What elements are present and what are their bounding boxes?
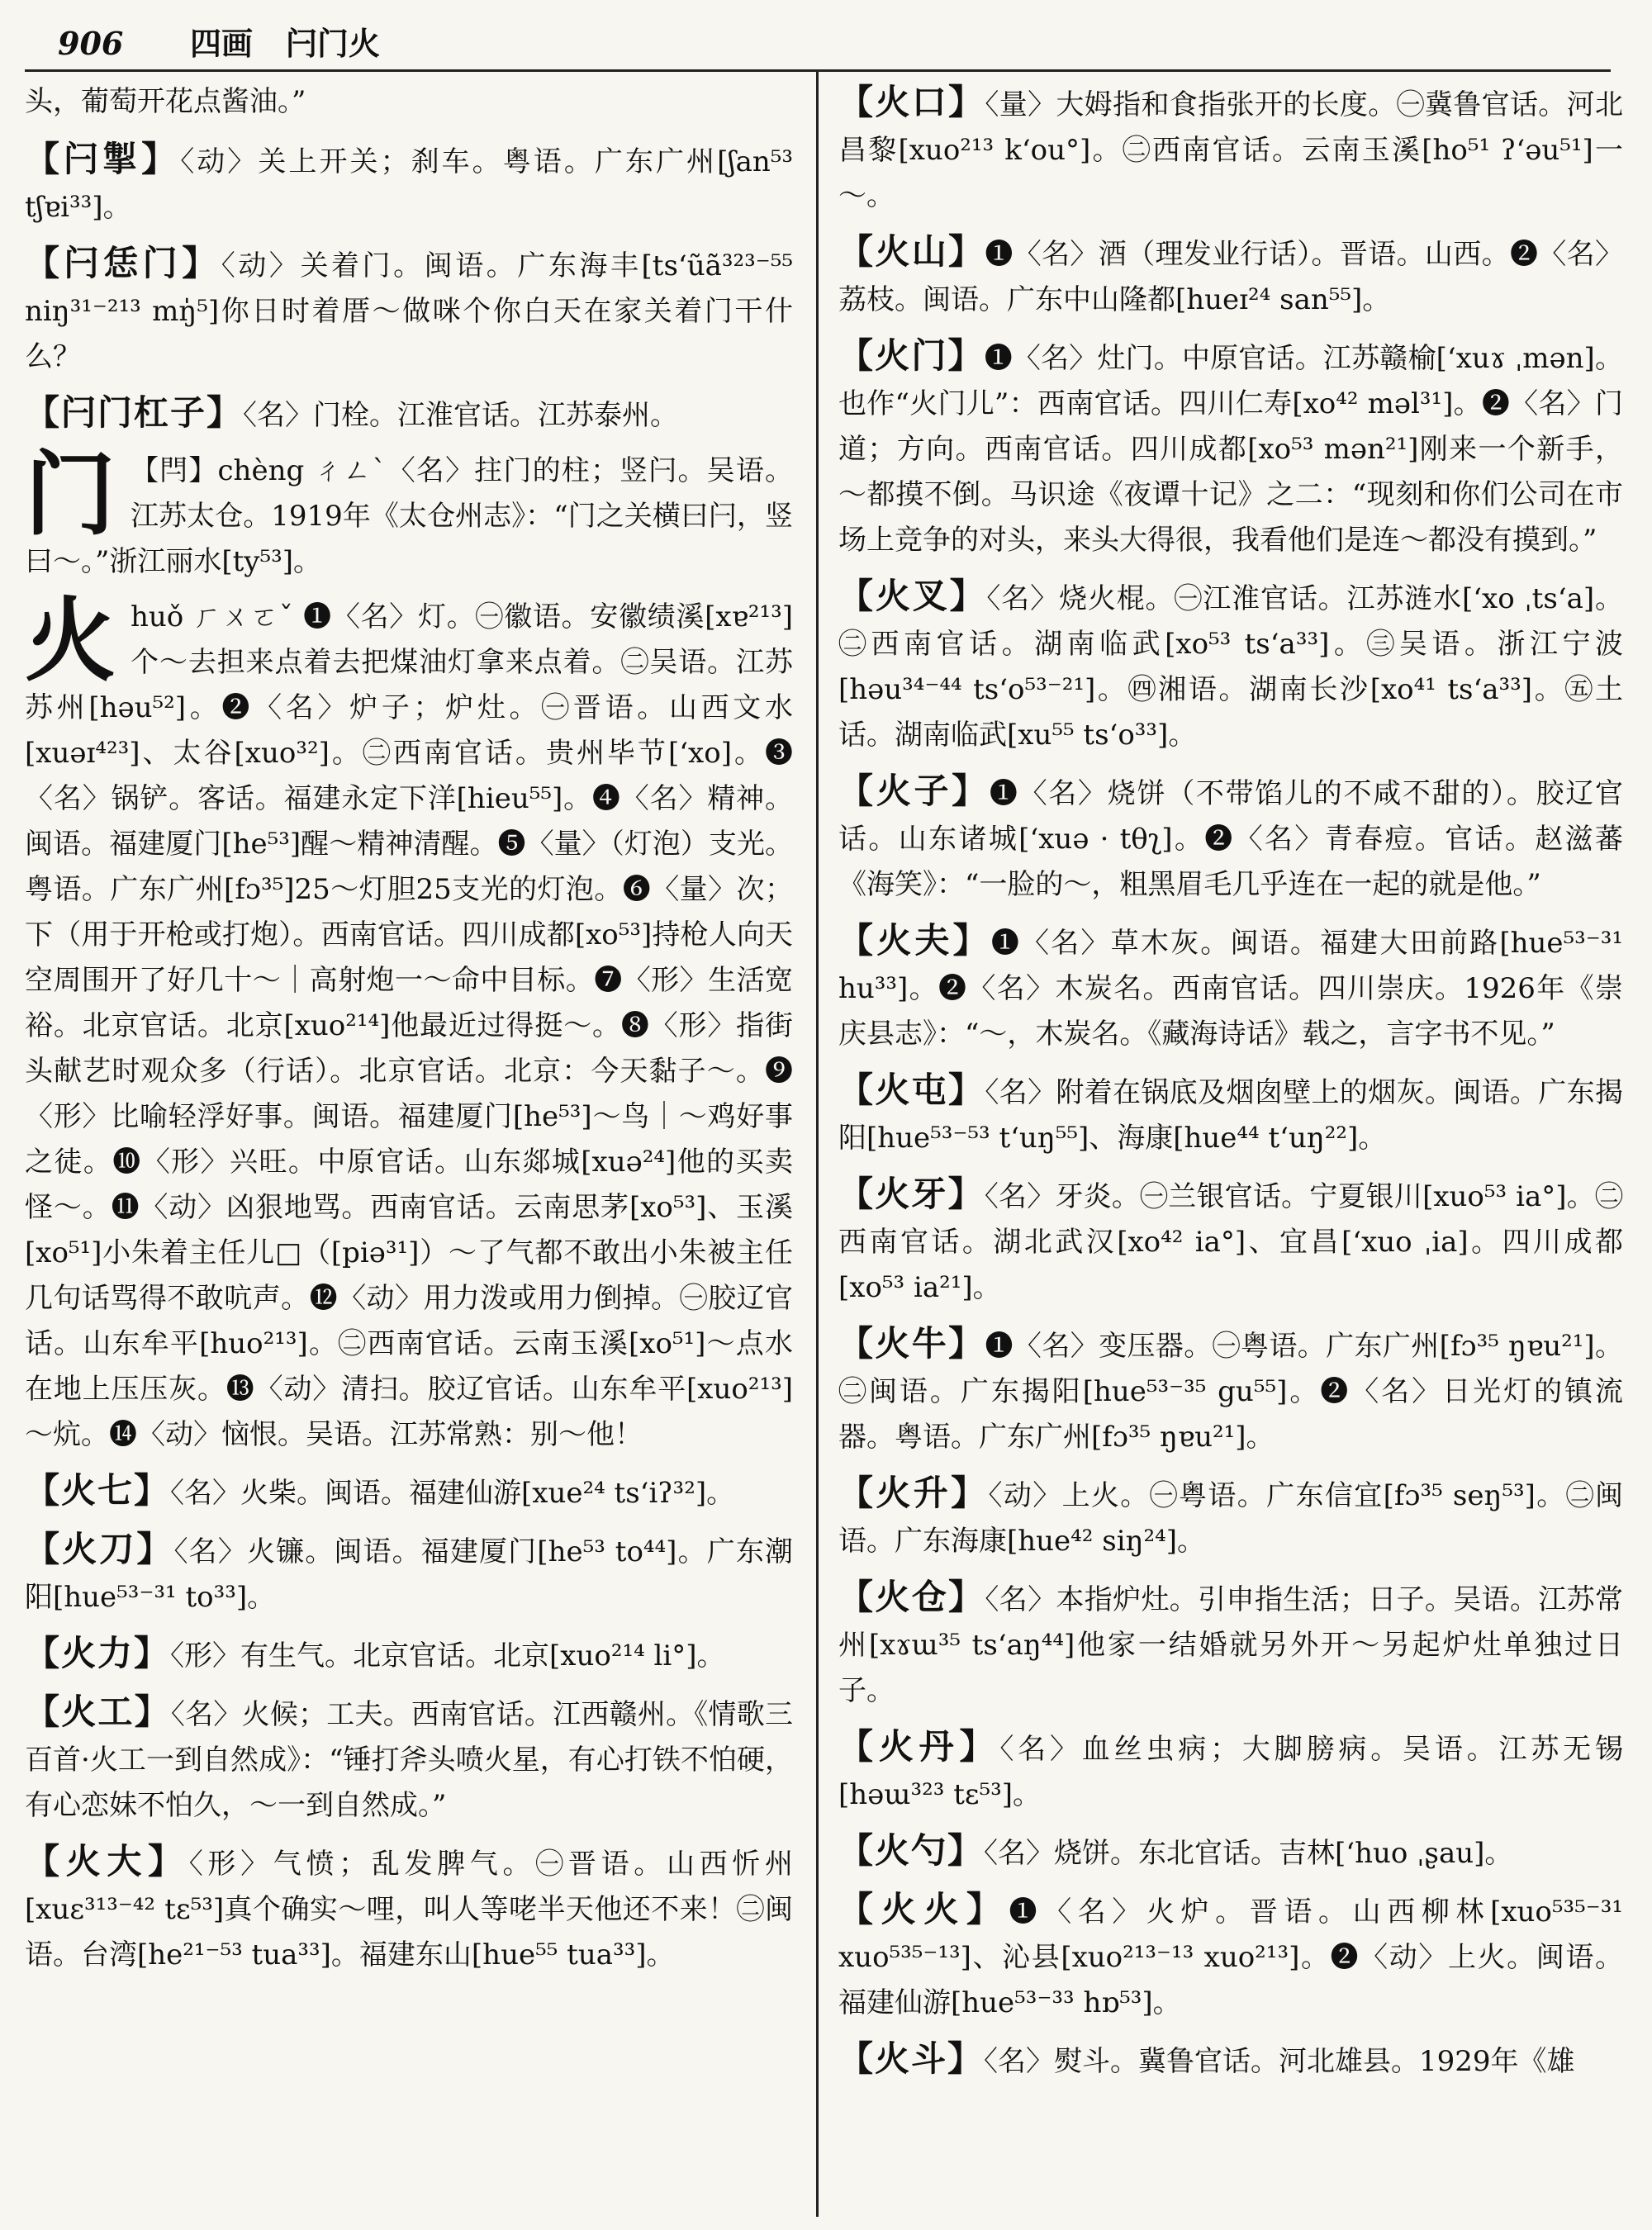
dictionary-entry [838,79,1623,219]
dictionary-entry [838,1886,1623,2026]
entry-character: 门 [25,441,116,548]
entry-definition: ❶〈名〉烧饼（不带馅儿的不咸不甜的）。胶辽官话。山东诸城[‘xuə · tθʅ]。❷〈名〉青春痘。官话。赵滋蕃《海笑》：“一脸的～，粗黑眉毛几乎连在一起的就是他。” [838,777,1623,901]
entry-headword: 【火门】 [838,335,985,376]
dictionary-entry [25,1526,793,1620]
entry-definition: 〈名〉火候；工夫。西南官话。江西赣州。《情歌三百首·火工一到自然成》：“锤打斧头喷火星，有心打铁不怕硬，有心恋妹不怕久，～一到自然成。” [25,1698,793,1822]
page-header [58,18,1611,68]
entry-headword: 【火叉】 [838,576,987,616]
entry-headword: 【闩掣】 [25,139,181,179]
entry-character: 火 [25,587,116,694]
entry-headword: 【火升】 [838,1473,989,1513]
entry-definition: 〈动〉关上开关；刹车。粤语。广东广州[ʃan⁵³ tʃɐi³³]。 [25,145,793,224]
entry-headword: 【火力】 [25,1633,171,1673]
entry-definition: 〈名〉烧火棍。㊀江淮官话。江苏涟水[‘xo ˌts‘a]。㊁西南官话。湖南临武[xo⁵³ ts‘a³³]。㊂吴语。浙江宁波[həu³⁴⁻⁴⁴ ts‘o⁵³⁻²¹]。㊃湘语。湖南长沙[xo⁴¹ ts‘a³³]。㊄土话。湖南临武[xu⁵⁵ ts‘o³³]。 [838,582,1623,752]
dictionary-entry [25,1839,793,1978]
entry-definition: ❶〈名〉草木灰。闽语。福建大田前路[hue⁵³⁻³¹ hu³³]。❷〈名〉木炭名。西南官话。四川崇庆。1926年《崇庆县志》：“～，木炭名。《藏海诗话》载之，言字书不见。” [838,927,1623,1051]
dictionary-entry [25,390,793,439]
entry-headword: 【闩恁门】 [25,243,221,283]
entry-headword: 【火丹】 [838,1726,1000,1767]
entry-definition: 〈名〉本指炉灶。引申指生活；日子。吴语。江苏常州[xɤɯ³⁵ ts‘aŋ⁴⁴]他家一结婚就另外开～另起炉灶单独过日子。 [838,1583,1623,1707]
dictionary-entry [25,1468,793,1516]
dictionary-entry [838,1828,1623,1877]
entry-headword: 【火夫】 [838,920,991,961]
dictionary-entry [25,1689,793,1829]
entry-definition: 〈名〉烧饼。东北官话。吉林[‘huo ˌʂau]。 [984,1837,1513,1870]
dictionary-entry [25,136,793,230]
entry-definition: 〈名〉火镰。闽语。福建厦门[he⁵³ to⁴⁴]。广东潮阳[hue⁵³⁻³¹ to³³]。 [25,1535,793,1614]
character-entry [25,587,793,1458]
dictionary-entry [838,573,1623,758]
entry-definition: ❶〈名〉火炉。晋语。山西柳林[xuo⁵³⁵⁻³¹ xuo⁵³⁵⁻¹³]、沁县[xuo²¹³⁻¹³ xuo²¹³]。❷〈动〉上火。闽语。福建仙游[hue⁵³⁻³³ hɒ⁵³]。 [838,1896,1623,2019]
dictionary-entry [838,1171,1623,1311]
entry-definition: 〈名〉血丝虫病；大脚膀病。吴语。江苏无锡[həɯ³²³ tɛ⁵³]。 [838,1733,1623,1811]
entry-definition: 【閂】chèng ㄔㄥˋ〈名〉拄门的柱；竖闩。吴语。江苏太仓。1919年《太仓州志》：“门之关横曰闩，竖曰～。”浙江丽水[ty⁵³]。 [25,454,793,578]
dictionary-entry [838,918,1623,1057]
dictionary-entry [25,1630,793,1679]
left-column [25,79,793,2218]
dictionary-entry [838,333,1623,563]
entry-definition: 〈名〉熨斗。冀鲁官话。河北雄县。1929年《雄 [984,2045,1575,2078]
entry-definition: 〈名〉附着在锅底及烟囱壁上的烟灰。闽语。广东揭阳[hue⁵³⁻⁵³ t‘uŋ⁵⁵]、海康[hue⁴⁴ t‘uŋ²²]。 [838,1076,1623,1155]
entry-headword: 【火仓】 [838,1577,985,1617]
dictionary-entry [838,1470,1623,1564]
section-label: 四画 [190,25,254,62]
entry-headword: 【火勺】 [838,1830,985,1871]
entry-headword: 【火牙】 [838,1174,985,1214]
entry-headword: 【火牛】 [838,1323,985,1364]
dictionary-entry [838,229,1623,323]
dictionary-entry [838,1321,1623,1460]
dictionary-entry [838,2036,1623,2085]
entry-headword: 【火口】 [838,82,985,122]
entry-definition: 〈形〉气愤；乱发脾气。㊀晋语。山西忻州[xuɛ³¹³⁻⁴² tɛ⁵³]真个确实～哩，叫人等咾半天他还不来！㊁闽语。台湾[he²¹⁻⁵³ tua³³]。福建东山[hue⁵⁵ tua³³]。 [25,1848,793,1971]
dictionary-entry [838,1067,1623,1161]
entry-definition: 〈动〉上火。㊀粤语。广东信宜[fɔ³⁵ seŋ⁵³]。㊁闽语。广东海康[hue⁴² siŋ²⁴]。 [838,1479,1623,1558]
entry-headword: 【火七】 [25,1470,171,1511]
entry-definition: 〈动〉关着门。闽语。广东海丰[ts‘ũã³²³⁻⁵⁵ niŋ³¹⁻²¹³ mŋ̍⁵]你日时着厝～做咪个你白天在家关着门干什么？ [25,249,793,373]
entry-definition: 〈名〉牙炎。㊀兰银官话。宁夏银川[xuo⁵³ ia°]。㊁西南官话。湖北武汉[xo⁴² ia°]、宜昌[‘xuo ˌia]。四川成都[xo⁵³ ia²¹]。 [838,1180,1623,1304]
entry-headword: 【火山】 [838,231,985,272]
entry-headword: 【火子】 [838,771,990,811]
entry-headword: 【火大】 [25,1841,189,1881]
entry-definition: 〈量〉大姆指和食指张开的长度。㊀冀鲁官话。河北昌黎[xuo²¹³ k‘ou°]。㊁西南官话。云南玉溪[ho⁵¹ ʔ‘əu⁵¹]一～。 [838,88,1623,212]
dictionary-entry [838,1574,1623,1714]
dictionary-entry [25,240,793,380]
entry-continuation: 头，葡萄开花点酱油。” [25,85,306,118]
column-divider [816,69,819,2217]
character-entry [25,441,793,585]
entry-definition: 〈名〉火柴。闽语。福建仙游[xue²⁴ ts‘iʔ³²]。 [170,1477,735,1510]
page-number: 906 [58,25,124,62]
dictionary-entry [838,1724,1623,1818]
entry-headword: 【火斗】 [838,2038,985,2079]
dictionary-entry [838,768,1623,908]
entry-definition: ❶〈名〉酒（理发业行话）。晋语。山西。❷〈名〉荔枝。闽语。广东中山隆都[hueɪ²⁴ san⁵⁵]。 [838,238,1623,316]
entry-definition: 〈名〉门栓。江淮官话。江苏泰州。 [243,399,679,432]
header-characters: 闩门火 [286,25,381,62]
right-column [838,79,1623,2218]
entry-headword: 【火火】 [838,1889,1009,1929]
entry-headword: 【火刀】 [25,1529,174,1569]
entry-definition: ❶〈名〉灶门。中原官话。江苏赣榆[‘xuɤ ˌmən]。也作“火门儿”：西南官话。四川仁寿[xo⁴² məl³¹]。❷〈名〉门道；方向。西南官话。四川成都[xo⁵³ mən²¹]刚来一个新手，～都摸不倒。马识途《夜谭十记》之二：“现刻和你们公司在市场上竞争的对头，来头大得很，我看他们是连～都没有摸到。” [838,342,1623,557]
entry-definition: 〈形〉有生气。北京官话。北京[xuo²¹⁴ li°]。 [170,1639,725,1672]
entry-headword: 【火工】 [25,1691,171,1732]
entry-definition: huǒ ㄏㄨㄛˇ ❶〈名〉灯。㊀徽语。安徽绩溪[xɐ²¹³]个～去担来点着去把煤油灯拿来点着。㊁吴语。江苏苏州[həu⁵²]。❷〈名〉炉子；炉灶。㊀晋语。山西文水[xuəɪ⁴²³]、太谷[xuo³²]。㊁西南官话。贵州毕节[‘xo]。❸〈名〉锅铲。客话。福建永定下洋[hieu⁵⁵]。❹〈名〉精神。闽语。福建厦门[he⁵³]醒～精神清醒。❺〈量〉（灯泡）支光。粤语。广东广州[fɔ³⁵]25～灯胆25支光的灯泡。❻〈量〉次；下（用于开枪或打炮）。西南官话。四川成都[xo⁵³]持枪人向天空周围开了好几十～｜高射炮一～命中目标。❼〈形〉生活宽裕。北京官话。北京[xuo²¹⁴]他最近过得挺～。❽〈形〉指街头献艺时观众多（行话）。北京官话。北京：今天黏子～。❾〈形〉比喻轻浮好事。闽语。福建厦门[he⁵³]～鸟｜～鸡好事之徒。❿〈形〉兴旺。中原官话。山东郯城[xuə²⁴]他的买卖怪～。⓫〈动〉凶狠地骂。西南官话。云南思茅[xo⁵³]、玉溪[xo⁵¹]小朱着主任儿□（[piə³¹]）～了气都不敢出小朱被主任几句话骂得不敢吭声。⓬〈动〉用力泼或用力倒掉。㊀胶辽官话。山东牟平[huo²¹³]。㊁西南官话。云南玉溪[xo⁵¹]～点水在地上压压灰。⓭〈动〉清扫。胶辽官话。山东牟平[xuo²¹³]～炕。⓮〈动〉恼恨。吴语。江苏常熟：别～他！ [25,600,793,1451]
entry-definition: ❶〈名〉变压器。㊀粤语。广东广州[fɔ³⁵ ŋɐu²¹]。㊁闽语。广东揭阳[hue⁵³⁻³⁵ gu⁵⁵]。❷〈名〉日光灯的镇流器。粤语。广东广州[fɔ³⁵ ŋɐu²¹]。 [838,1330,1623,1454]
entry-headword: 【火屯】 [838,1070,985,1110]
entry-headword: 【闩门杠子】 [25,392,244,433]
